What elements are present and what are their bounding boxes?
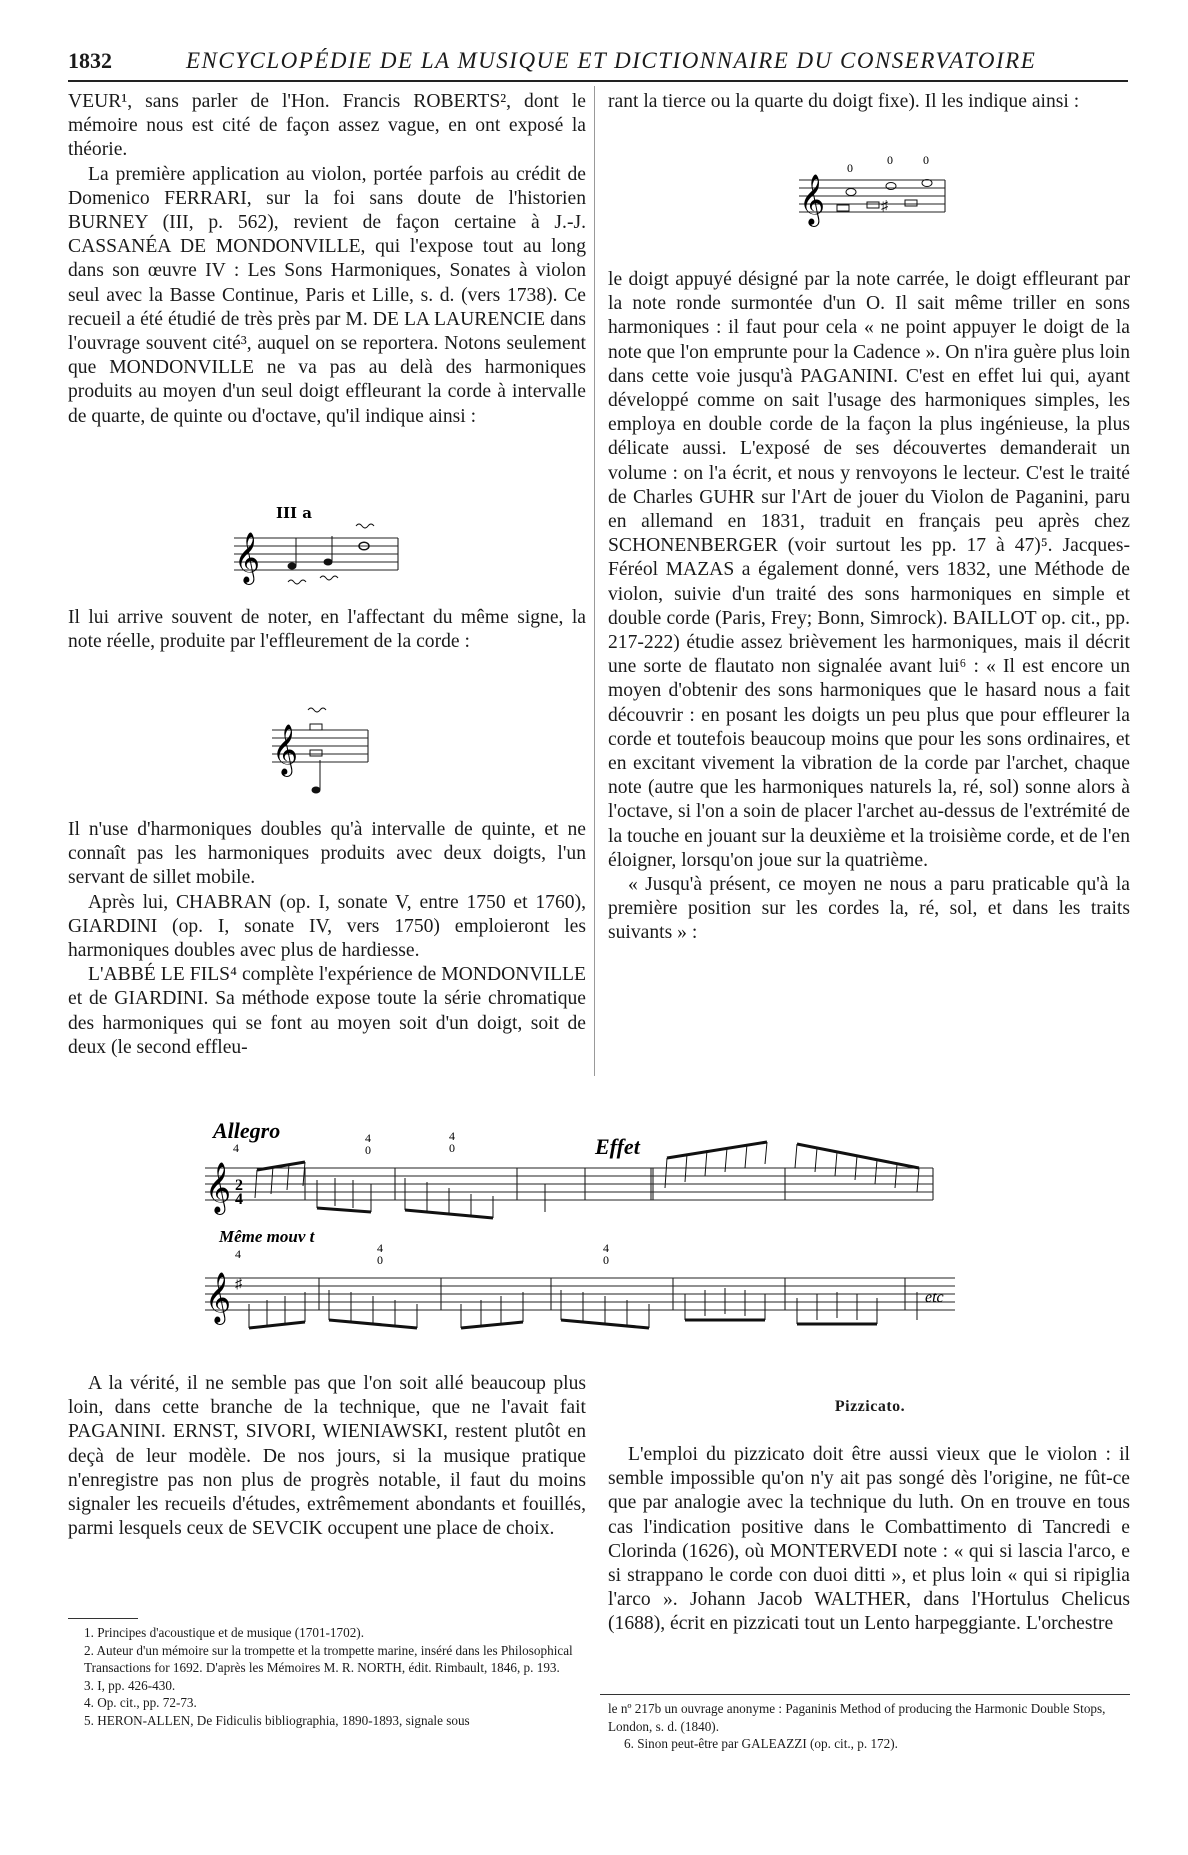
fingering: 4 (377, 1241, 383, 1255)
right-column-main (608, 268, 1130, 946)
lower-left-column (68, 1372, 586, 1541)
fingering: 0 (847, 161, 853, 175)
note (867, 202, 879, 208)
page-number: 1832 (68, 48, 112, 73)
note (324, 559, 333, 566)
paragraph: L'ABBÉ LE FILS⁴ complète l'expérience de MONDONVILLE et de GIARDINI. Sa méthode expose toute la série chromatique des harmoniques qui se font au moyen soit d'un doigt, soit de deux (le second effleu- (68, 964, 586, 1058)
left-column-mid (68, 606, 586, 654)
fingering: 4 (365, 1131, 371, 1145)
note (312, 787, 321, 794)
fingering: 0 (377, 1253, 383, 1267)
footnotes-right (608, 1700, 1130, 1753)
notes-system-1 (255, 1142, 919, 1218)
paragraph: « Jusqu'à présent, ce moyen ne nous a paru praticable qu'à la première position sur les cordes la, ré, sol, et dans les traits suivants » : (608, 874, 1130, 944)
paragraph: L'emploi du pizzicato doit être aussi vieux que le violon : il semble impossible qu'on n'y ait pas songé dès l'origine, ne fût-ce que par analogie avec la technique du luth. On en trouve en tous cas l'indication positive dans le Combattimento di Tancredi e Clorinda (1626), où MONTERVEDI note : « qui si lascia l'arco, e si strappano le corde con duoi ditti », et plus loin « qui si ripiglia l'arco ». Johann Jacob WALTHER, dans l'Hortulus Chelicus (1688), écrit en pizzicati tout un Lento harpeggiante. L'orchestre (608, 1444, 1130, 1635)
paragraph: VEUR¹, sans parler de l'Hon. Francis ROBERTS², dont le mémoire nous est cité de façon assez vague, en ont exposé la théorie. (68, 91, 586, 161)
page-header (68, 48, 1128, 82)
time-signature: 2 (235, 1177, 243, 1194)
fingering: 0 (603, 1253, 609, 1267)
note (837, 205, 849, 211)
footnote: 6. Sinon peut-être par GALEAZZI (op. cit., p. 172). (624, 1736, 898, 1751)
running-title: ENCYCLOPÉDIE DE LA MUSIQUE ET DICTIONNAIRE DU CONSERVATOIRE (186, 48, 1037, 73)
left-column-bottom (68, 818, 586, 1060)
fingering: 0 (887, 153, 893, 167)
fingering: 4 (449, 1129, 455, 1143)
music-example-abbe-le-fils (795, 150, 955, 230)
paragraph: rant la tierce ou la quarte du doigt fixe). Il les indique ainsi : (608, 91, 1080, 112)
paragraph: Il n'use d'harmoniques doubles qu'à intervalle de quinte, et ne connaît pas les harmoniques produits avec deux doigts, l'un servant de sillet mobile. (68, 819, 586, 889)
music-example-allegro-flautato (205, 1118, 1165, 1348)
footnote-rule (600, 1694, 1130, 1695)
note (310, 750, 322, 756)
time-signature: 4 (235, 1191, 243, 1208)
fingering: 4 (233, 1141, 239, 1155)
treble-clef-icon: 𝄞 (799, 174, 826, 225)
fingering: 4 (603, 1241, 609, 1255)
footnote: 3. I, pp. 426-430. (84, 1677, 176, 1693)
footnotes-left (68, 1624, 586, 1729)
paragraph: Il lui arrive souvent de noter, en l'affectant du même signe, la note réelle, produite par l'effleurement de la corde : (68, 607, 586, 653)
footnote: 2. Auteur d'un mémoire sur la trompette et la trompette marine, inséré dans les Philosophical Transactions for 1692. D'après les Mémoires M. R. NORTH, édit. Rimbault, 1846, p. 193. (84, 1642, 573, 1675)
music-example-mondonville-harmonics (228, 498, 408, 588)
paragraph: le doigt appuyé désigné par la note carrée, le doigt effleurant par la note ronde surmontée d'un O. Il sait même triller en sons harmoniques : il faut pour cela « ne point appuyer le doigt de la note que l'on emprunte pour la Cadence ». On n'ira guère plus loin dans cette voie jusqu'à PAGANINI. C'est en effet lui qui, ayant développé comme on sait l'usage des harmoniques simples, les employa en double corde de la façon la plus ingénieuse, la plus délicate aussi. L'exposé de ses découvertes demanderait un volume : on l'a écrit, et nous y renvoyons le lecteur. C'est le traité de Charles GUHR sur l'Art de jouer du Violon de Paganini, paru en allemand en 1831, traduit en français peu après chez SCHONENBERGER (voir surtout les pp. 17 à 47)⁵. Jacques-Féréol MAZAS a également donné, vers 1832, une Méthode de violon, suivie d'un traité des sons harmoniques en simple et double corde (Paris, Frey; Bonn, Simrock). BAILLOT op. cit., pp. 217-222) étudie assez brièvement les harmoniques, mais il décrit une sorte de flautato non signalée avant lui⁶ : « Il est encore un moyen d'obtenir des sons harmoniques que le hasard nous a fait découvrir : en posant les doigts un peu plus que pour effleurer la corde et toutefois beaucoup moins que pour les sons ordinaires, et en excitant vivement la vibration de la corde par l'archet, chaque note (autre que les harmoniques naturels la, ré, sol) sonne alors à l'octave, si l'on a soin de placer l'archet au-dessus de l'extrémité de la touche en jouant sur la deuxième et la troisième corde, et de l'en éloigner, lorsqu'on joue sur la quatrième. (608, 269, 1130, 871)
footnote: 1. Principes d'acoustique et de musique (1701-1702). (84, 1625, 364, 1640)
treble-clef-icon: 𝄞 (205, 1272, 232, 1323)
section-heading-pizzicato: Pizzicato. (834, 1398, 906, 1415)
fingering: 0 (923, 153, 929, 167)
sharp-icon: ♯ (881, 199, 888, 214)
tempo-marking: Allegro (213, 1118, 281, 1143)
paragraph: La première application au violon, portée parfois au crédit de Domenico FERRARI, sur la foi sans doute de l'historien BURNEY (III, p. 562), revient de façon certaine à J.-J. CASSANÉA DE MONDONVILLE, qui l'expose tout au long dans son œuvre IV : Les Sons Harmoniques, Sonates à violon seul avec la Basse Continue, Paris et Lille, s. d. (vers 1738). Ce recueil a été étudié de très près par M. DE LA LAURENCIE dans l'ouvrage souvent cité³, auquel on se reportera. Notons seulement que MONDONVILLE ne va pas au delà des harmoniques produits au moyen d'un seul doigt effleurant la corde à intervalle de quarte, de quinte ou d'octave, qu'il indique ainsi : (68, 163, 586, 427)
treble-clef-icon: 𝄞 (272, 724, 299, 775)
staff-system-2 (205, 1278, 955, 1310)
note (310, 724, 322, 730)
effet-marking: Effet (595, 1134, 640, 1159)
right-column-top (608, 90, 1130, 114)
lower-right-column (608, 1443, 1130, 1637)
column-divider (594, 86, 595, 1076)
fingering: 0 (365, 1143, 371, 1157)
meme-mouvement-marking: Même mouv t (219, 1227, 315, 1246)
footnote: 5. HERON-ALLEN, De Fidiculis bibliographia, 1890-1893, signale sous (84, 1712, 470, 1728)
note (905, 200, 917, 206)
fingering: 0 (449, 1141, 455, 1155)
key-signature-sharp-icon: ♯ (235, 1277, 242, 1292)
note (846, 189, 856, 196)
music-example-real-note (268, 700, 388, 810)
staff-system-1 (205, 1168, 933, 1200)
paragraph: A la vérité, il ne semble pas que l'on soit allé beaucoup plus loin, dans cette branche de la technique, que ne l'avait fait PAGANINI. ERNST, SIVORI, WIENIAWSKI, restent plutôt en deçà de leur modèle. De nos jours, si la musique pratique n'enregistre pas non plus de progrès notable, il faut du moins signaler les recueils d'études, extrêmement abondants et fouillés, parmi lesquels ceux de SEVCIK occupent une place de choix. (68, 1373, 586, 1540)
fingering: 4 (235, 1247, 241, 1261)
footnote: le nº 217b un ouvrage anonyme : Paganinis Method of producing the Harmonic Double Stops, London, s. d. (1840). (608, 1701, 1106, 1734)
treble-clef-icon: 𝄞 (205, 1162, 232, 1213)
footnote-rule (68, 1618, 138, 1619)
left-column-top (68, 90, 586, 429)
note (922, 180, 932, 187)
harmonic-sign-icon (308, 708, 326, 712)
treble-clef-icon: 𝄞 (234, 532, 261, 583)
string-marking: III a (276, 504, 312, 522)
paragraph: Après lui, CHABRAN (op. I, sonate V, entre 1750 et 1760), GIARDINI (op. I, sonate IV, vers 1750) emploieront les harmoniques doubles avec plus de hardiesse. (68, 891, 586, 962)
note (288, 563, 297, 570)
footnote: 4. Op. cit., pp. 72-73. (84, 1695, 197, 1710)
etc-marking: etc (925, 1289, 944, 1306)
